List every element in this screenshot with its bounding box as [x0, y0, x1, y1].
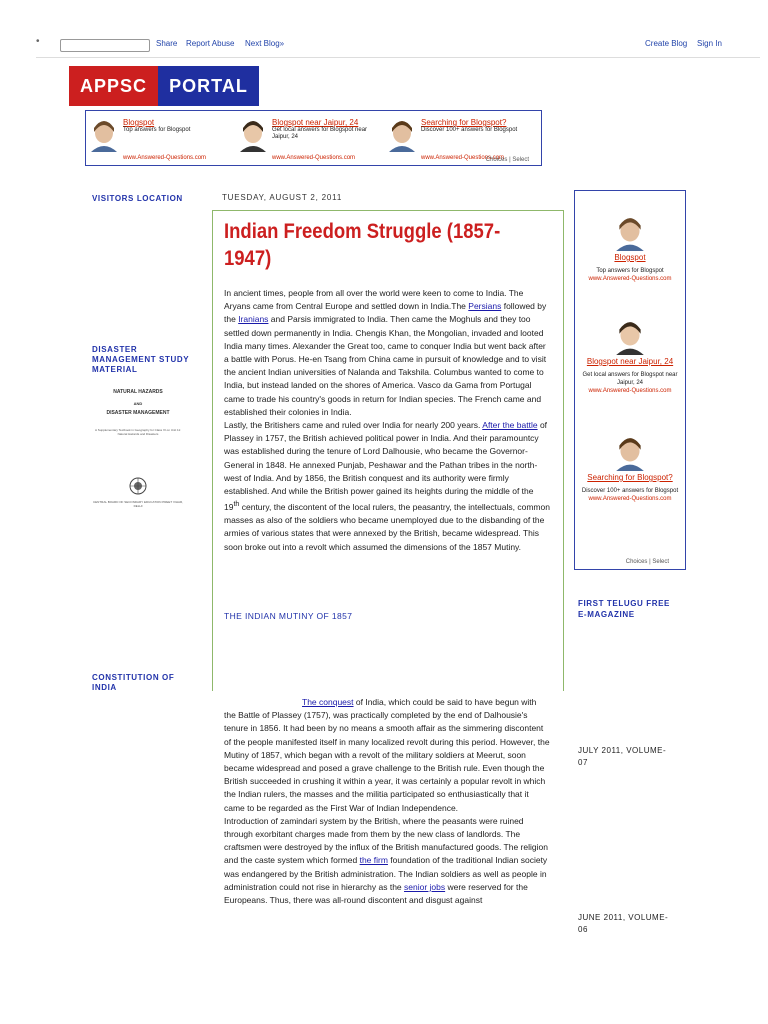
ad-title[interactable]: Blogspot near Jaipur, 24	[586, 357, 674, 366]
post-body-part1	[224, 287, 550, 554]
post-text: were reserved for the Europeans. Thus, there was all-round discontent and disgust against	[224, 881, 528, 906]
blogger-navbar	[0, 30, 768, 58]
post-body-part2	[224, 696, 550, 907]
senior-jobs-link[interactable]: senior jobs	[404, 881, 446, 892]
post-title[interactable]: Indian Freedom Struggle (1857-1947)	[224, 220, 501, 270]
book-heading: AND	[133, 401, 143, 406]
ad-choices[interactable]: Choices | Select	[625, 559, 669, 565]
ad-description: Discover 100+ answers for Blogspot	[581, 488, 679, 494]
ad-choices[interactable]: Choices | Select	[485, 157, 529, 163]
support-agent-icon	[614, 217, 646, 251]
ad-title[interactable]: Blogspot	[614, 253, 646, 262]
support-agent-icon	[89, 120, 119, 152]
ad-description: Top answers for Blogspot	[123, 127, 191, 133]
report-abuse-link[interactable]: Report Abuse	[186, 39, 235, 48]
ad-description: Get local answers for Blogspot near Jaipur, 24	[582, 372, 678, 386]
post-text: of India, which could be said to have begun with the Battle of Plassey (1757), was practically completed by the end of Dalhousie's tenure in 1856. It had been by no means a smooth affair as the simmering discontent of the people manifested itself in many localized revolt during this period. However, the Mutiny of 1857, which began with a revolt of the military soldiers at Meerut, soon became widespread and posed a grave challenge to the British rule. Even though the British succeeded in crushing it within a year, it was certainly a popular revolt in which the Indian rulers, the masses and the militia participated so enthusiastically that it came to be regarded as the First War of Indian Independence.	[224, 697, 550, 813]
header-ad-bar	[85, 110, 542, 166]
ad-url[interactable]: www.Answered-Questions.com	[421, 155, 505, 161]
the-conquest-link[interactable]: The conquest	[302, 697, 354, 707]
superscript: th	[233, 500, 240, 509]
search-input[interactable]	[60, 39, 150, 52]
ad-url[interactable]: www.Answered-Questions.com	[588, 388, 672, 394]
sign-in-link[interactable]: Sign In	[697, 39, 722, 48]
constitution-title: CONSTITUTION OF INDIA	[92, 673, 175, 692]
ad-title[interactable]: Searching for Blogspot?	[587, 473, 673, 482]
support-agent-icon	[614, 321, 646, 355]
book-publisher: CENTRAL BOARD OF SECONDARY EDUCATION PREET VIHAR, DELHI	[92, 500, 184, 508]
sidebar-ad[interactable]	[575, 217, 685, 283]
book-subtext: A Supplementary Textbook in Geography for Class XI on Unit 11: Natural Hazards and Disasters	[95, 428, 181, 436]
blog-logo[interactable]	[69, 66, 259, 106]
iranians-link[interactable]: Iranians	[238, 314, 269, 325]
sidebar-ad[interactable]	[575, 437, 685, 503]
book-heading: DISASTER MANAGEMENT	[106, 410, 170, 416]
sidebar-ad[interactable]	[575, 321, 685, 395]
header-ad[interactable]	[89, 115, 237, 163]
ad-description: Get local answers for Blogspot near Jaipur, 24	[272, 127, 368, 140]
logo-part-portal: PORTAL	[169, 75, 248, 96]
post-text: and Parsis immigrated to India. Then came the Moghuls and they too settled down permanently in India. Chengis Khan, the Mongolian, invaded and looted India many times. Alexander the Great too, came to conquer India but went back after a battle with Porus. He-en Tsang from China came in pursuit of knowledge and to visit the ancient Indian universities of Nalanda and Takshila. Columbus wanted to come to India, but instead landed on the shores of America. Vasco da Gama from Portugal came to trade his country's goods in return for Indian species. The French came and established their colonies in India.	[224, 314, 547, 417]
cbse-emblem-icon	[128, 476, 148, 496]
the-firm-link[interactable]: the firm	[359, 855, 388, 866]
ad-url[interactable]: www.Answered-Questions.com	[272, 155, 356, 161]
create-blog-link[interactable]: Create Blog	[645, 39, 688, 48]
persians-link[interactable]: Persians	[468, 301, 502, 312]
book-heading: NATURAL HAZARDS	[113, 389, 163, 395]
post-text: followed by the	[224, 301, 547, 325]
ad-description: Top answers for Blogspot	[596, 268, 664, 274]
disaster-book-cover[interactable]	[90, 377, 186, 471]
post-text: Introduction of zamindari system by the British, where the peasants were ruined through exorbitant charges made from them by the new class of landlords. The craftsmen were destroyed by the influx of the British manufactured goods. The religion and the caste system which formed	[224, 815, 548, 866]
ad-title[interactable]: Searching for Blogspot?	[421, 118, 507, 127]
mutiny-subheading: THE INDIAN MUTINY OF 1857	[224, 611, 353, 621]
disaster-material-title: DISASTER MANAGEMENT STUDY MATERIAL	[92, 345, 190, 374]
post-date: TUESDAY, AUGUST 2, 2011	[222, 193, 343, 202]
magazine-title: FIRST TELUGU FREE E-MAGAZINE	[578, 599, 670, 619]
ad-url[interactable]: www.Answered-Questions.com	[588, 496, 672, 502]
june-2011-volume-link[interactable]: JUNE 2011, VOLUME-06	[578, 913, 669, 934]
navbar-divider	[36, 57, 760, 58]
july-2011-volume-link[interactable]: JULY 2011, VOLUME-07	[578, 746, 667, 767]
post-text: Lastly, the Britishers came and ruled over India for nearly 200 years.	[224, 420, 483, 431]
header-ad[interactable]	[238, 115, 386, 163]
ad-title[interactable]: Blogspot	[123, 118, 155, 127]
post-text: foundation of the traditional Indian society was endangered by the British administration. The Indian soldiers as well as people in administration could not rise in hierarchy as the	[224, 855, 548, 892]
navbar-dot: •	[36, 36, 40, 47]
ad-description: Discover 100+ answers for Blogspot	[421, 127, 518, 133]
ad-url[interactable]: www.Answered-Questions.com	[588, 276, 672, 282]
share-link[interactable]: Share	[156, 39, 178, 48]
post-text: In ancient times, people from all over the world were keen to come to India. The Aryans came from Central Europe and settled down in India.The	[224, 288, 524, 312]
support-agent-icon	[238, 120, 268, 152]
visitors-location-title: VISITORS LOCATION	[92, 194, 183, 203]
ad-url[interactable]: www.Answered-Questions.com	[123, 155, 207, 161]
after-the-battle-link[interactable]: After the battle	[482, 420, 538, 431]
header-ad[interactable]	[387, 115, 535, 163]
post-text: century, the discontent of the local rulers, the peasantry, the intellectuals, common masses as also of the soldiers who became unemployed due to the disbanding of the armies of various states that were annexed by the British, became widespread. This soon broke out into a revolt which assumed the dimensions of the 1857 Mutiny.	[224, 502, 550, 552]
ad-title[interactable]: Blogspot near Jaipur, 24	[272, 118, 359, 127]
logo-part-appsc: APPSC	[69, 66, 158, 106]
sidebar-ad-unit	[574, 190, 686, 570]
support-agent-icon	[614, 437, 646, 471]
post-text: of Plassey in 1757, the British achieved political power in India. And their paramountcy was established during the tenure of Lord Dalhousie, who became the Governor- General in 1848. He annexed Punjab, Peshawar and the Pathan tribes in the north-west of India. And by 1856, the British conquest and its authority were firmly established. And while the British power gained its heights during the middle of the 19	[224, 420, 548, 513]
next-blog-link[interactable]: Next Blog»	[245, 39, 285, 48]
support-agent-icon	[387, 120, 417, 152]
